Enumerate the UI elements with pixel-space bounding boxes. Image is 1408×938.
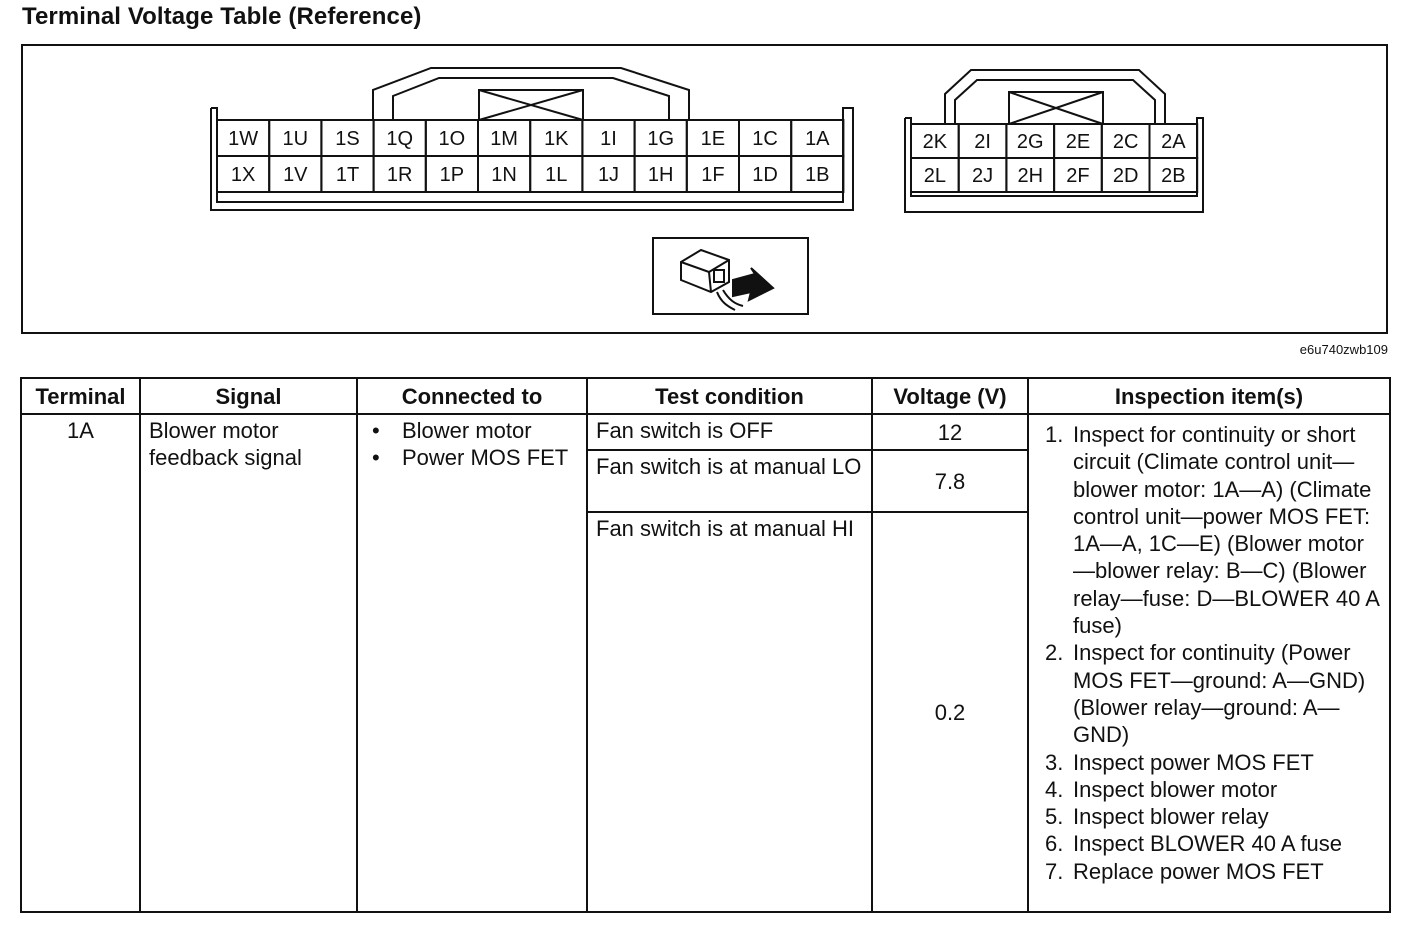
header-inspection-items: Inspection item(s) [1028,378,1390,414]
connector-diagram [21,44,1388,334]
connector-2-pin-label: 2D [1112,165,1139,187]
harness-view-icon [653,238,808,314]
connector-1-pin-label: 1G [647,128,675,150]
connector-1-pin-label: 1Q [386,128,414,150]
test-condition-cell: Fan switch is at manual HI [587,512,872,912]
connector-1-pin-label: 1L [545,164,568,186]
connector-1-pin-label: 1V [283,164,308,186]
list-item: 7. Replace power MOS FET [1045,858,1324,884]
connected-to-cell [357,414,587,912]
voltage-cell: 0.2 [872,512,1028,912]
inspection-list [1037,421,1381,885]
connector-2-pin-label: 2B [1161,165,1186,187]
header-terminal: Terminal [21,378,140,414]
signal-line-1: Blower motor [149,418,279,443]
list-item: 1. Inspect for continuity or short circuit (Climate control unit—blower motor: 1A—A) (Climate control unit—power MOS FET: 1A—A, 1C—E) (Blower motor—blower relay: B—C) (Blower relay—fuse: D—BLOWER 40 A fuse) [1045,422,1379,639]
page-title: Terminal Voltage Table (Reference) [22,3,422,30]
connector-1-pin-label: 1O [438,128,466,150]
connector-1-pin-label: 1I [600,128,617,150]
table-header-row [21,378,1390,414]
connector-1-pin-label: 1T [335,164,360,186]
signal-cell [140,414,357,912]
connector-1-pins [217,120,843,192]
connector-1-pin-label: 1F [701,164,725,186]
connector-2-pin-label: 2C [1112,131,1139,153]
list-item: 4. Inspect blower motor [1045,776,1278,802]
test-condition-cell: Fan switch is at manual LO [587,450,872,512]
list-item: • Blower motor [366,417,578,444]
connector-1-pin-label: 1H [647,164,674,186]
connector-1-pin-label: 1B [805,164,830,186]
connected-to-list [366,417,578,471]
connector-1-pin-label: 1W [228,128,259,150]
list-item: 6. Inspect BLOWER 40 A fuse [1045,831,1343,857]
connector-2-pin-label: 2I [974,131,991,153]
voltage-cell: 12 [872,414,1028,450]
connector-1-pin-label: 1N [491,164,517,186]
header-test-condition: Test condition [587,378,872,414]
signal-line-2: feedback signal [149,445,302,470]
connector-1-pin-label: 1X [230,164,256,186]
connector-2-pin-label: 2L [923,165,946,187]
list-item: 3. Inspect power MOS FET [1045,749,1314,775]
table-row [21,414,1390,450]
connector-1-pin-label: 1C [752,128,778,150]
list-item: 5. Inspect blower relay [1045,804,1269,830]
connector-2-pin-label: 2H [1017,165,1044,187]
inspection-cell [1028,414,1390,912]
list-item: 2. Inspect for continuity (Power MOS FET—ground: A—GND) (Blower relay—ground: A—GND) [1045,640,1366,748]
connector-2-pin-label: 2G [1016,131,1044,153]
connector-1-pin-label: 1K [544,128,569,150]
connector-1-pin-label: 1E [700,128,726,150]
connector-2-pin-label: 2F [1066,165,1090,187]
connector-2-pin-label: 2K [922,131,948,153]
connector-1-pin-label: 1R [386,164,413,186]
voltage-cell: 7.8 [872,450,1028,512]
connector-2-pin-label: 2J [971,165,994,187]
list-item: • Power MOS FET [366,444,578,471]
connector-1-pin-label: 1M [490,128,518,150]
header-connected-to: Connected to [357,378,587,414]
terminal-cell: 1A [21,414,140,912]
terminal-voltage-table [20,377,1391,913]
figure-id: e6u740zwb109 [1299,342,1388,357]
connector-1-pin-label: 1P [439,164,465,186]
connector-diagram-svg [21,44,1390,336]
connector-1-pin-label: 1S [335,128,360,150]
connector-2-pins [911,124,1197,192]
connector-1-pin-label: 1A [805,128,830,150]
header-voltage: Voltage (V) [872,378,1028,414]
connector-2-pin-label: 2A [1161,131,1186,153]
connector-1-pin-label: 1D [752,164,778,186]
test-condition-cell: Fan switch is OFF [587,414,872,450]
header-signal: Signal [140,378,357,414]
connector-1-pin-label: 1U [282,128,309,150]
connector-2-pin-label: 2E [1065,131,1091,153]
connector-1-pin-label: 1J [597,164,620,186]
